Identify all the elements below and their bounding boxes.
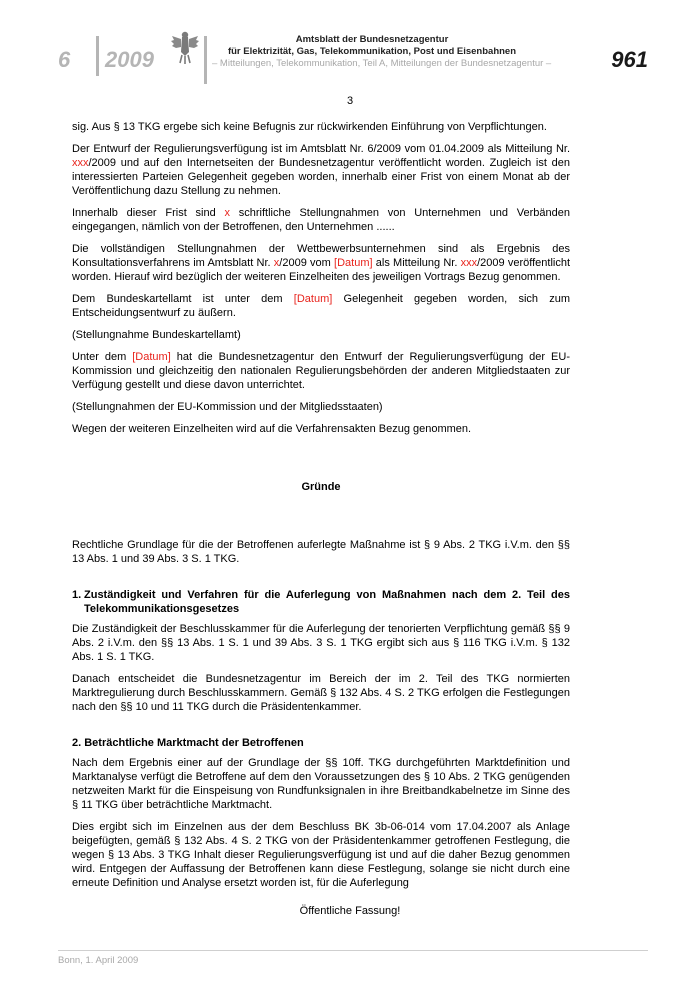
issue-number: 6 bbox=[58, 47, 71, 72]
header-divider bbox=[96, 36, 99, 76]
place-date: Bonn, 1. April 2009 bbox=[58, 955, 139, 966]
issue-year: 2009 bbox=[105, 47, 154, 72]
paragraph: (Stellungnahmen der EU-Kommission und der Mitgliedsstaaten) bbox=[72, 401, 383, 413]
placeholder-text: x bbox=[273, 257, 280, 269]
text-run: Gelegenheit gegeben worden, sich zum Entscheidungsentwurf zu äußern. bbox=[72, 293, 571, 319]
paragraph: (Stellungnahme Bundeskartellamt) bbox=[72, 329, 241, 341]
placeholder-text: xxx bbox=[460, 257, 478, 269]
text-run: /2009 veröffentlicht worden. Hierauf wird bezüglich der weiteren Einzelheiten des jeweiligen Vortrags Bezug genommen. bbox=[72, 257, 571, 283]
text-run: Innerhalb dieser Frist sind bbox=[72, 207, 225, 219]
text-run: Unter dem bbox=[72, 351, 133, 363]
paragraph: Nach dem Ergebnis einer auf der Grundlage der §§ 10ff. TKG durchgeführten Marktdefinition und Marktanalyse verfügt die Betroffene auf dem den Voraussetzungen des § 10 Abs. 2 TKG genügenden netzweiten Markt für die Einspeisung von Rundfunksignalen in ihre Breitbandkabelnetze im Sinne des § 11 TKG über beträchtliche Marktmacht. bbox=[72, 757, 570, 811]
document-body bbox=[72, 120, 570, 898]
federal-eagle-icon bbox=[170, 30, 200, 66]
footer-divider bbox=[58, 950, 648, 951]
text-run: Die vollständigen Stellungnahmen der Wettbewerbsunternehmen sind als Ergebnis des Konsultationsverfahrens im Amtsblatt Nr. bbox=[72, 243, 570, 269]
paragraph bbox=[72, 292, 570, 320]
section-number: 1. bbox=[72, 589, 82, 601]
placeholder-text: x bbox=[224, 207, 230, 219]
section-heading-gruende: Gründe bbox=[301, 481, 341, 493]
placeholder-text: [Datum] bbox=[334, 257, 373, 269]
text-run: Dem Bundeskartellamt ist unter dem bbox=[72, 293, 294, 305]
section-heading-1 bbox=[72, 588, 570, 616]
paragraph: Danach entscheidet die Bundesnetzagentur im Bereich der im 2. Teil des TKG normierten Marktregulierung durch Beschlusskammern. Gemäß § 132 Abs. 4 S. 2 TKG erfolgen die Festlegungen nach den §§ 10 und 11 TKG durch die Präsidentenkammer. bbox=[72, 673, 570, 713]
paragraph bbox=[72, 206, 570, 234]
text-run: schriftliche Stellungnahmen von Unternehmen und Verbänden eingegangen, nämlich von der Betroffenen, den Unternehmen ...... bbox=[72, 207, 570, 233]
paragraph bbox=[72, 350, 570, 392]
text-run: Der Entwurf der Regulierungsverfügung ist im Amtsblatt Nr. 6/2009 vom 01.04.2009 als Mitteilung Nr. bbox=[72, 143, 570, 155]
placeholder-text: [Datum] bbox=[132, 351, 171, 363]
gazette-page-number: 961 bbox=[611, 47, 648, 72]
paragraph: sig. Aus § 13 TKG ergebe sich keine Befugnis zur rückwirkenden Einführung von Verpflichtungen. bbox=[72, 121, 547, 133]
text-run: /2009 vom bbox=[279, 257, 335, 269]
text-run: hat die Bundesnetzagentur den Entwurf der Regulierungsverfügung der EU-Kommission und gleichzeitig den nationalen Regulierungsbehörden der anderen Mitgliedstaaten zur Verfügung gestellt und diese davon unterrichtet. bbox=[72, 351, 570, 391]
text-run: als Mitteilung Nr. bbox=[372, 257, 461, 269]
paragraph: Wegen der weiteren Einzelheiten wird auf die Verfahrensakten Bezug genommen. bbox=[72, 423, 472, 435]
document-page-number: 3 bbox=[346, 95, 354, 107]
paragraph: Rechtliche Grundlage für die der Betroffenen auferlegte Maßnahme ist § 9 Abs. 2 TKG i.V.m. den §§ 13 Abs. 1 und 39 Abs. 3 S. 1 TKG. bbox=[72, 539, 570, 565]
paragraph: Dies ergibt sich im Einzelnen aus der dem Beschluss BK 3b-06-014 vom 17.04.2007 als Anlage beigefügten, gemäß § 132 Abs. 4 S. 2 TKG von der Präsidentenkammer getroffenen Festlegung, die wegen § 13 Abs. 3 TKG Inhalt dieser Regulierungsverfügung ist und auf die daher Bezug genommen wird. Entgegen der Auffassung der Betroffenen kann diese Festlegung, solange sie nicht durch eine erneute Definition und Analyse ersetzt worden ist, für die Auferlegung bbox=[72, 821, 570, 889]
placeholder-text: xxx bbox=[72, 157, 89, 169]
header-divider bbox=[204, 36, 207, 84]
paragraph bbox=[72, 242, 570, 284]
paragraph: Die Zuständigkeit der Beschlusskammer für die Auferlegung der tenorierten Verpflichtung gemäß §§ 9 Abs. 2 i.V.m. den §§ 13 Abs. 1 S. 1 und 39 Abs. 3 S. 1 TKG ergibt sich aus § 116 TKG i.V.m. § 132 Abs. 1 S. 1 TKG. bbox=[72, 623, 570, 663]
gazette-subtitle: – Mitteilungen, Telekommunikation, Teil A, Mitteilungen der Bundesnetzagentur – bbox=[212, 58, 552, 69]
gazette-title-line: Amtsblatt der Bundesnetzagentur bbox=[295, 34, 449, 45]
gazette-title bbox=[214, 34, 530, 58]
placeholder-text: [Datum] bbox=[293, 293, 333, 305]
text-run: /2009 und auf den Internetseiten der Bundesnetzagentur veröffentlicht worden. Zugleich ist den interessierten Parteien Gelegenheit gegeben worden, innerhalb einer Frist von einem Monat ab der Veröffentlichung dazu Stellung zu nehmen. bbox=[72, 157, 570, 197]
public-version-note: Öffentliche Fassung! bbox=[299, 905, 401, 917]
paragraph bbox=[72, 142, 570, 198]
section-title: Zuständigkeit und Verfahren für die Auferlegung von Maßnahmen nach dem 2. Teil des Telekommunikationsgesetzes bbox=[84, 589, 570, 615]
gazette-title-line: für Elektrizität, Gas, Telekommunikation, Post und Eisenbahnen bbox=[227, 46, 517, 57]
section-heading-2: 2. Beträchtliche Marktmacht der Betroffenen bbox=[72, 737, 304, 749]
